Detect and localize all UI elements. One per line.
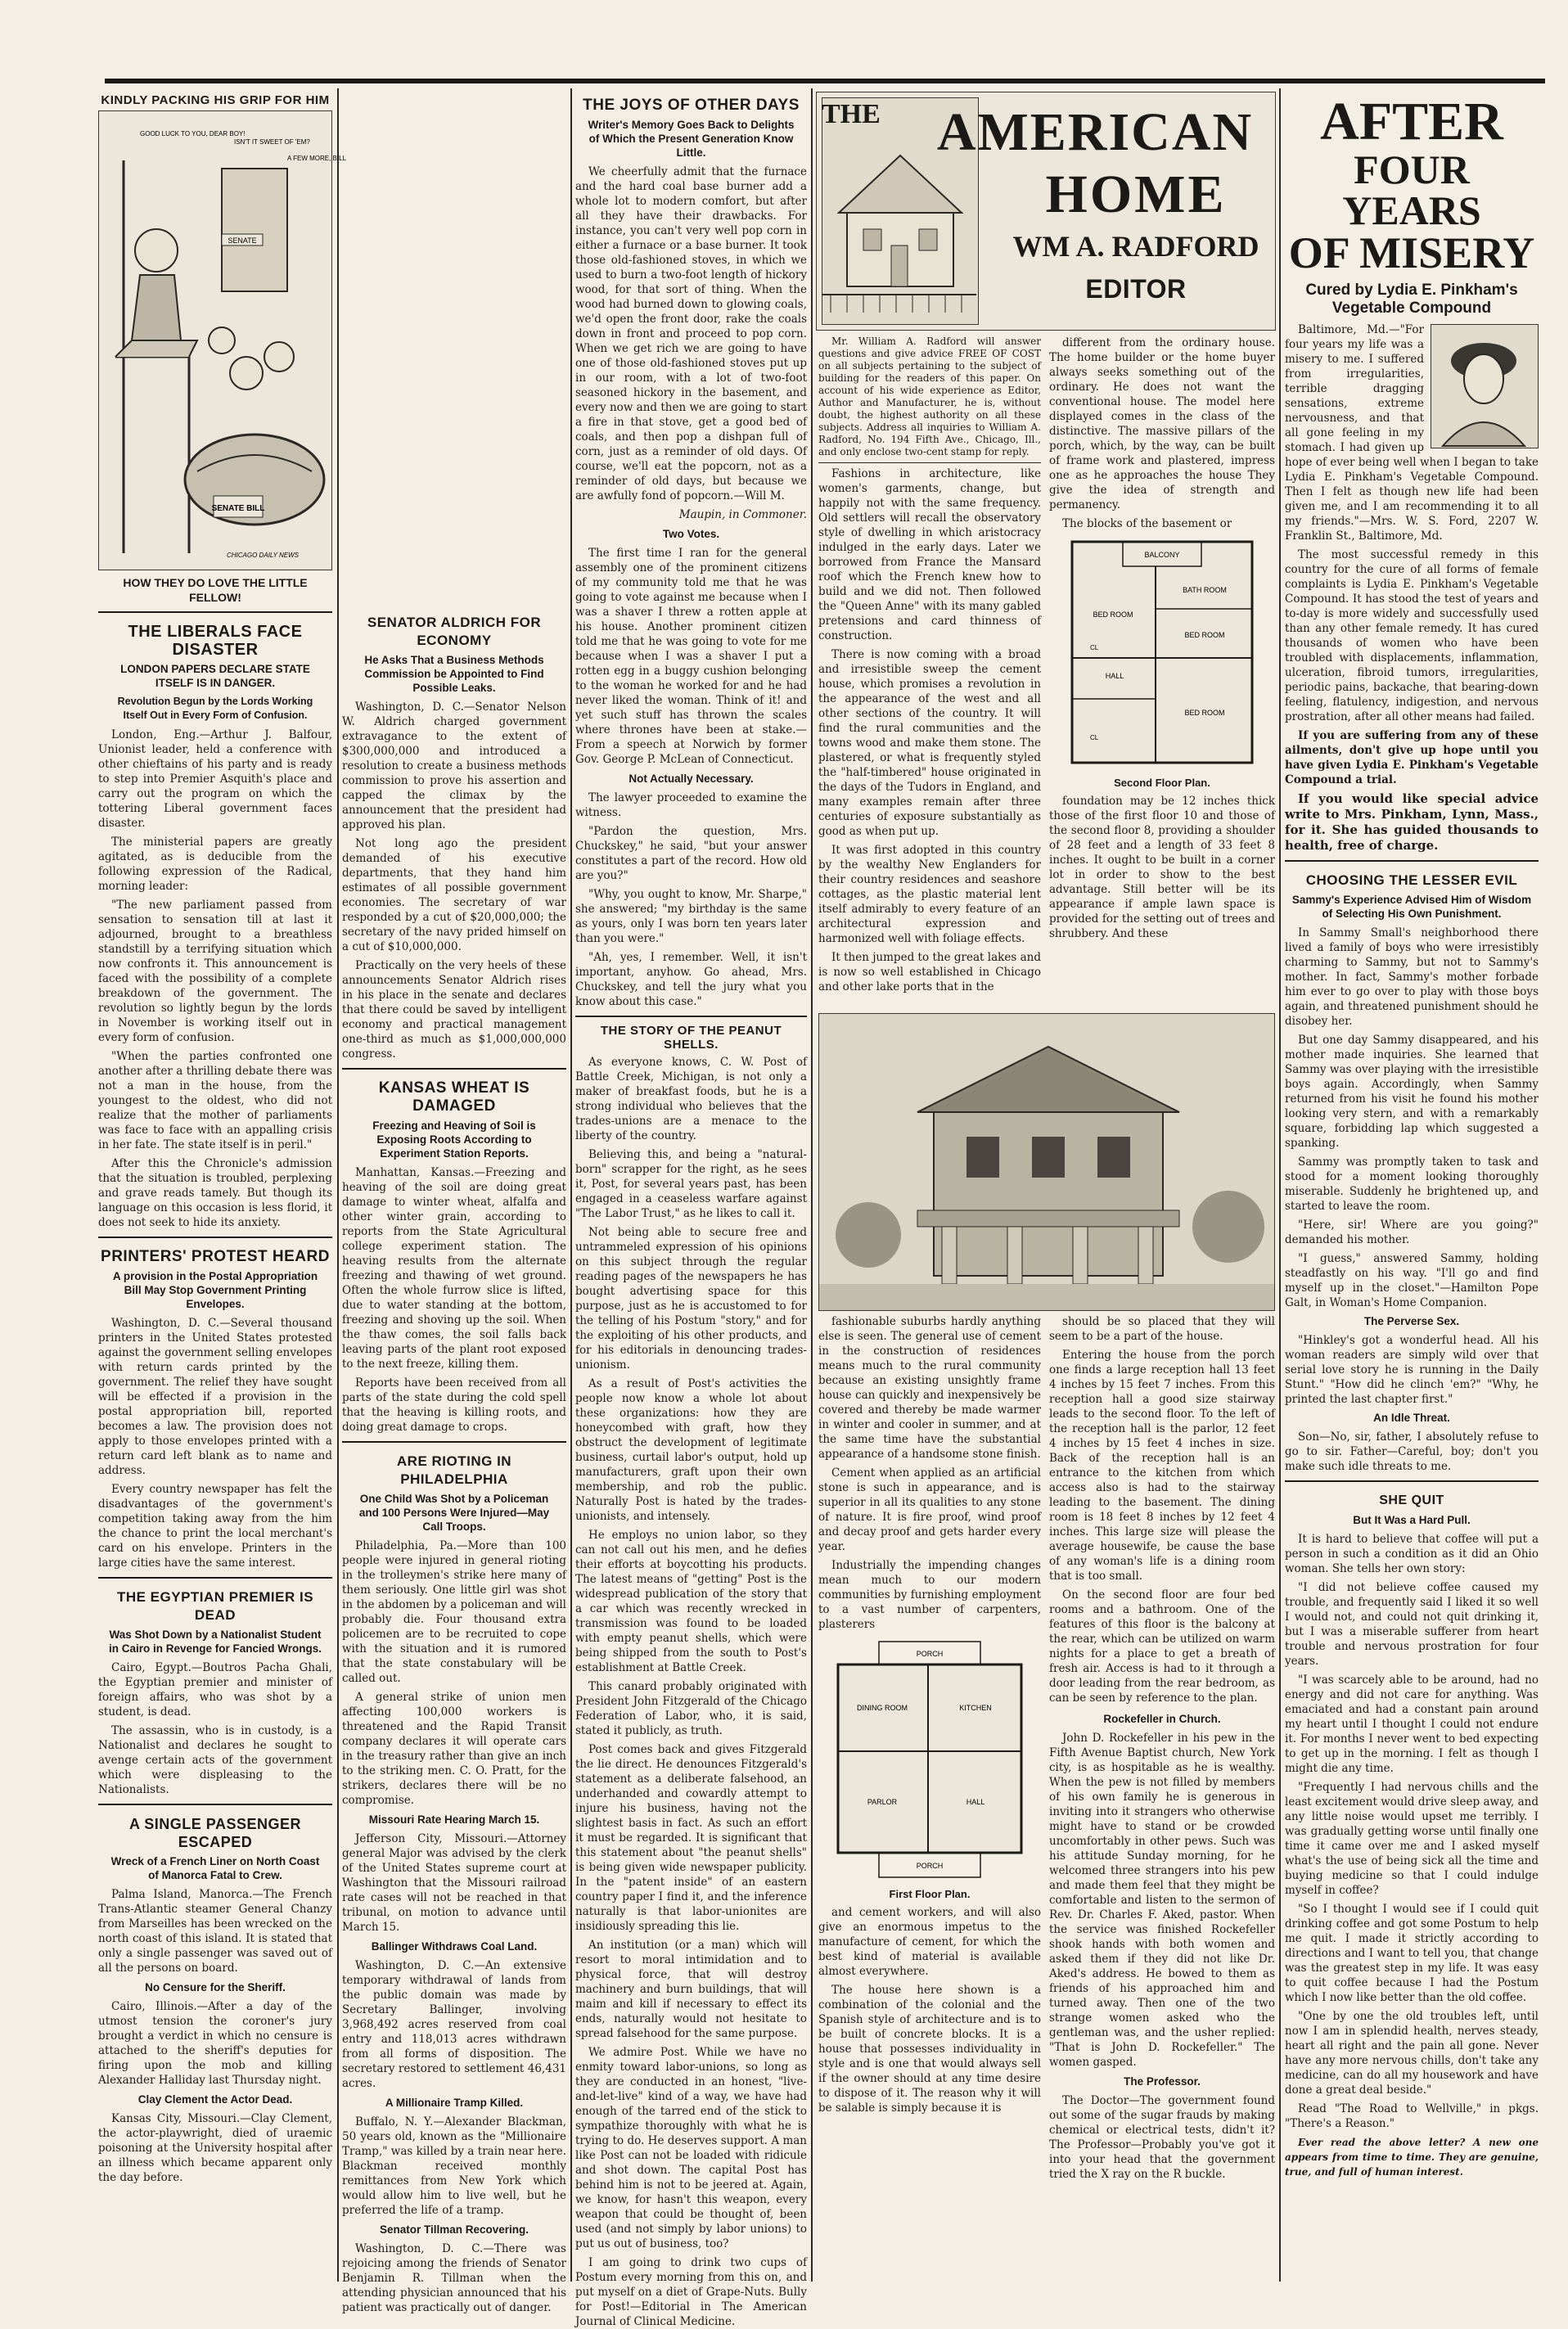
paragraph: We cheerfully admit that the furnace and the hard coal base burner add a whole lot to modern comfort, but after all they have their drawbacks. For instance, you can't very well pop corn in either a furnace or a base burner. It took those old-fashioned stoves, in which we used to burn a two-foot length of hickory wood, for that sort of thing. When the wood had burned down to glowing coals, we'd open the front door, rake the coals down in front and proceed to pop corn. When we get rich we are going to have one of those old-fashioned stoves put up in our room, with a lot of two-foot seasoned hickory in the basement, and every now and then we are going to start a fire in that stove, get a good bed of coals, and then pop a dishpan full of corn, just as a reminder of old days. Of course, we'll eat the popcorn, not as a reminder of old days, but because we are awfully fond of popcorn.—Will M. <box>575 165 807 502</box>
cartoon-title: KINDLY PACKING HIS GRIP FOR HIM <box>101 93 330 107</box>
paragraph: If you would like special advice write to Mrs. Pinkham, Lynn, Mass., for it. She has guided thousands to health, free of charge. <box>1285 791 1539 853</box>
paragraph: Fashions in architecture, like women's garments, change, but happily not with the same frequency. Old settlers will recall the observatory style of dwelling in which aristocracy indulged in the early days. Later we borrowed from France the Mansard roof which the French knew how to build and we did not. Then followed the "Queen Anne" with its many gabled pretensions and card thinness of construction. <box>818 467 1041 642</box>
cartoon-label-senate: SENATE <box>228 237 257 245</box>
column-4d <box>1049 1314 1275 2280</box>
plan-label: KITCHEN <box>959 1704 992 1712</box>
subhead: LONDON PAPERS DECLARE STATE ITSELF IS IN DANGER. <box>120 663 310 689</box>
banner-american: AMERICAN <box>936 102 1254 162</box>
column-rule <box>1279 88 1281 2282</box>
plan-label: BATH ROOM <box>1183 586 1227 594</box>
paragraph: Cairo, Egypt.—Boutros Pacha Ghali, the Egyptian premier and minister of foreign affairs, who was shot by a student, is dead. <box>98 1661 332 1719</box>
cartoon-drawing <box>99 111 347 568</box>
paragraph: We admire Post. While we have no enmity toward labor-unions, so long as they are conducted in an honest, "live-and-let-live" kind of a way, we have had enough of the tarred end of the stick to sympathize thoroughly with what he is trying to do. He deserves support. A man like Post can not be loaded with ridicule and shot down. The capital Post has behind him is not to be jeered at. Again, we know, for hasn't this weapon, every weapon that could be thought of, been used (and not simply by labor unions) to put us out of business, too? <box>575 2046 807 2250</box>
paragraph: "Pardon the question, Mrs. Chuckskey," he said, "but your answer constitutes a part of the record. How old are you?" <box>575 825 807 882</box>
paragraph: "I was scarcely able to be around, had no energy and did not care for anything. Was emaciated and had a constant pain around my heart until I thought I could not endure it. For months I never went to bed expecting to get up in the morning. I felt as though I might die any time. <box>1285 1674 1539 1775</box>
headline: A SINGLE PASSENGER ESCAPED <box>128 1816 302 1850</box>
column-rule <box>811 88 813 2282</box>
headline: CHOOSING THE LESSER EVIL <box>1305 872 1518 888</box>
paragraph: foundation may be 12 inches thick those of the first floor 10 and those of the second floor 8, providing a shoulder of 28 feet and a length of 33 feet 8 inches. It ought to be built in a corner lot in order to show to the best advantage. Still better will be its appearance if ample lawn space is provided for the setting out of trees and shrubbery. And these <box>1049 795 1275 940</box>
article-rate <box>342 1813 566 1935</box>
article-perverse <box>1285 1314 1539 1407</box>
paragraph: Washington, D. C.—An extensive temporary withdrawal of lands from the public domain was made by Secretary Ballinger, involving 3,968,492 acres reserved from coal entry and 118,013 acres withdrawn from all forms of disposition. The secretary restored to settlement 46,431 acres. <box>342 1959 566 2090</box>
paragraph: An institution (or a man) which will resort to moral intimidation and to physical force, that will destroy machinery and burn buildings, that will maim and kill if necessary to effect its ends, naturally would not hesitate to spread falsehood for the same purpose. <box>575 1939 807 2040</box>
paragraph: Baltimore, Md.—"For four years my life was a misery to me. I suffered from irregularities, terrible dragging sensations, extreme nervousness, and that all gone feeling in my stomach. I had given up hope of ever being well when I began to take Lydia E. Pinkham's Vegetable Compound. Then I felt as though new life had been given me, and I am recommending it to all my friends."—Mrs. W. S. Ford, 2207 W. Franklin St., Baltimore, Md. <box>1285 323 1539 543</box>
paragraph: Manhattan, Kansas.—Freezing and heaving of the soil are doing great damage to winter wheat, alfalfa and other winter grain, according to reports from the State Agricultural college experiment station. The heaving results from the alternate freezing and thawing of wet ground. Often the whole furrow slice is lifted, due to water standing at the bottom, freezing and shoving up the soil. When the thaw comes, the soil falls back leaving parts of the plant root exposed to the next freeze, killing them. <box>342 1166 566 1371</box>
article-votes <box>575 527 807 767</box>
plan-label: HALL <box>1105 672 1124 680</box>
column-4b <box>1049 336 1275 940</box>
paragraph: Practically on the very heels of these announcements Senator Aldrich rises in his place in the senate and declares that there could be saved by intelligent economy and practical management one-third as much as $1,000,000,000 congress. <box>342 959 566 1061</box>
headline: Senator Tillman Recovering. <box>379 2223 529 2236</box>
article-wheat <box>342 1068 566 1435</box>
banner-editor: EDITOR <box>1085 274 1187 304</box>
second-floor-caption: Second Floor Plan. <box>1114 777 1210 789</box>
paragraph: Not being able to secure free and untrammeled expression of his opinions on this subject through the regular reading pages of the newspapers he has bought advertising space for this purpose, just as he is accustomed to for the telling of his Postum "story," and for the exploiting of his other products, and for his editorials in denouncing trades-unionism. <box>575 1226 807 1372</box>
paragraph: The blocks of the basement or <box>1062 517 1232 530</box>
cartoon-label-few-more: A FEW MORE, BILL <box>287 155 347 162</box>
first-floor-caption: First Floor Plan. <box>889 1888 971 1900</box>
paragraph: John D. Rockefeller in his pew in the Fifth Avenue Baptist church, New York city, is as hospitable as he is wealthy. When the pew is not filled by members of his own family he is generous in inviting into it strangers who otherwise might have to stand or be crowded uncomfortably in other pews. Such was his attitude Sunday morning, for he welcomed three strangers into his pew and made them feel that they might be comfortable and listen to the sermon of Rev. Dr. Charles F. Aked, pastor. When the service was finished Rockefeller shook hands with both women and asked them if they did not like Dr. Aked's address. He bowed to them as friends of his approached him and turned away. Then one of the two strange women asked who the gentleman was, and the usher replied: "That is John D. Rockefeller." The women gasped. <box>1049 1732 1275 2069</box>
signoff: Maupin, in Commoner. <box>678 508 807 521</box>
paragraph: "I did not believe coffee caused my trouble, and frequently said I liked it so well I would not, and could not quit drinking it, but I was a miserable sufferer from heart trouble and nervous prostration for four years. <box>1285 1581 1539 1668</box>
plan-label: BED ROOM <box>1184 709 1225 717</box>
headline: The Perverse Sex. <box>1363 1315 1460 1327</box>
cartoon-credit: CHICAGO DAILY NEWS <box>226 552 300 559</box>
article-joys <box>575 97 807 522</box>
headline: PRINTERS' PROTEST HEARD <box>101 1248 330 1265</box>
headline: Clay Clement the Actor Dead. <box>137 2093 293 2106</box>
article-tramp <box>342 2096 566 2218</box>
headline: ARE RIOTING IN PHILADELPHIA <box>396 1453 512 1487</box>
paragraph: It then jumped to the great lakes and is now so well established in Chicago and other lake ports that in the <box>818 951 1041 993</box>
cartoon-caption: HOW THEY DO LOVE THE LITTLE FELLOW! <box>123 576 308 604</box>
paragraph: This canard probably originated with President John Fitzgerald of the Chicago Federation of Labor, who, it is said, stated it publicly, as truth. <box>575 1680 807 1737</box>
top-rule <box>105 79 1545 83</box>
headline: The Professor. <box>1124 2075 1201 2088</box>
paragraph: The first time I ran for the general assembly one of the prominent citizens of my community told me that he was going to vote against me because when I was a shaver I threw a rotten apple at his house. Another prominent citizen told me that he was going to vote for me because when I was a shaver I put a rotten egg in a buggy cushion belonging to the woman he worked for and he had never liked the woman. Think of it! and yet such stuff has thrown the scales where thrones have been at stake.—From a speech at Norwich by former Gov. George P. McLean of Connecticut. <box>575 547 807 766</box>
subhead-2: Revolution Begun by the Lords Working Itself Out in Every Form of Confusion. <box>117 696 313 721</box>
paragraph: Buffalo, N. Y.—Alexander Blackman, 50 years old, known as the "Millionaire Tramp," was killed by a train near here. Blackman received monthly remittances from New York which would allow him to live well, but he preferred the life of a tramp. <box>342 2115 566 2217</box>
cartoon-label-sweet: ISN'T IT SWEET OF 'EM? <box>234 138 310 146</box>
subhead: Was Shot Down by a Nationalist Student in Cairo in Revenge for Fancied Wrongs. <box>108 1628 322 1655</box>
headline: THE EGYPTIAN PREMIER IS DEAD <box>116 1589 314 1623</box>
paragraph: Read "The Road to Wellville," in pkgs. "There's a Reason." <box>1285 2102 1539 2130</box>
house-photo-drawing <box>819 1014 1274 1310</box>
floor-plan-drawing <box>830 1637 1030 1882</box>
paragraph: "Here, sir! Where are you going?" demanded his mother. <box>1285 1219 1539 1246</box>
editor-intro: Mr. William A. Radford will answer questions and give advice FREE OF COST on all subjects pertaining to the subject of building for the readers of this paper. On account of his wide experience as Editor, Author and Manufacturer, he is, without doubt, the highest authority on all these subjects. Address all inquiries to William A. Radford, No. 194 Fifth Ave., Chicago, Ill., and only enclose two-cent stamp for reply. <box>818 336 1041 457</box>
paragraph: Sammy was promptly taken to task and stood for a moment looking thoroughly miserable. Suddenly he brightened up, and started to leave the room. <box>1285 1155 1539 1213</box>
portrait-image <box>1431 324 1539 448</box>
paragraph: It was first adopted in this country by the wealthy New Englanders for their country residences and seashore cottages, as the plastic material lent itself admirably to every feature of an architectural expression and harmonized well with foliage effects. <box>818 844 1041 945</box>
ad-title-line-1: AFTER <box>1320 92 1503 151</box>
article-idle <box>1285 1411 1539 1474</box>
column-4a <box>818 336 1041 993</box>
paragraph: should be so placed that they will seem to be a part of the house. <box>1049 1315 1275 1343</box>
headline: Missouri Rate Hearing March 15. <box>368 1813 540 1826</box>
ad-subhead: Cured by Lydia E. Pinkham's Vegetable Compound <box>1305 282 1518 317</box>
paragraph: and cement workers, and will also give an enormous impetus to the manufacture of cement, for which the best kind of material is available almost everywhere. <box>818 1906 1041 1978</box>
paragraph: The house here shown is a combination of the colonial and the Spanish style of architecture and is to be built of concrete blocks. It is a house that possesses individuality in style and is one that would always sell if the owner should at any time desire to dispose of it. The reason why it will be salable is simply because it is <box>818 1984 1041 2115</box>
subhead: Sammy's Experience Advised Him of Wisdom of Selecting His Own Punishment. <box>1291 894 1532 920</box>
paragraph: I am going to drink two cups of Postum every morning from this on, and put myself on a diet of Grape-Nuts. Bully for Post!—Editorial in The American Journal of Clinical Medicine. <box>575 2256 807 2328</box>
paragraph: Washington, D. C.—There was rejoicing among the friends of Senator Benjamin R. Tillman when the attending physician announced that his patient was practically out of danger. <box>342 2242 566 2314</box>
floor-plan-drawing <box>1066 535 1259 773</box>
plan-label: CL <box>1090 734 1099 741</box>
headline: Not Actually Necessary. <box>629 773 754 785</box>
paragraph: A general strike of union men affecting 100,000 workers is threatened and the Rapid Transit company declares it will operate cars in the treasury rather than give an inch to the striking men. C. O. Pratt, for the strikers, declares there will be no compromise. <box>342 1691 566 1807</box>
paragraph: Palma Island, Manorca.—The French Trans-Atlantic steamer General Chanzy from Marseilles has been wrecked on the north coast of this island. It is stated that only a single passenger was saved out of all the persons on board. <box>98 1888 332 1975</box>
paragraph: Entering the house from the porch one finds a large reception hall 13 feet 4 inches by 15 feet 7 inches. From this reception hall a good size stairway leads to the second floor. To the left of the reception hall is the parlor, 12 feet 4 inches by 15 feet 4 inches in size. Back of the reception hall is an entrance to the kitchen from which access also is had to the stairway leading to the basement. The dining room is 18 feet 8 inches by 12 feet 4 inches. This large size will please the average housewife, be cause the base of any woman's life is a dining room that is too small. <box>1049 1349 1275 1583</box>
plan-label: CL <box>1090 644 1099 651</box>
paragraph: Cairo, Illinois.—After a day of the utmost tension the coroner's jury brought a verdict in which no censure is attached to the sheriff's deputies for firing upon the mob and killing Alexander Halliday last Thursday night. <box>98 2000 332 2087</box>
subhead: One Child Was Shot by a Policeman and 100 Persons Were Injured—May Call Troops. <box>358 1493 550 1533</box>
house-photo <box>818 1013 1275 1311</box>
paragraph: "I guess," answered Sammy, holding steadfastly on his way. "I'll go and find myself up in the closet."—Hamilton Pope Galt, in Woman's Home Companion. <box>1285 1252 1539 1309</box>
second-floor-plan <box>1066 535 1259 773</box>
cartoon-label-good-luck: GOOD LUCK TO YOU, DEAR BOY! <box>140 130 246 137</box>
paragraph: It is hard to believe that coffee will put a person in such a condition as it did an Ohio woman. She tells her own story: <box>1285 1533 1539 1575</box>
column-1 <box>98 90 347 2283</box>
article-ballinger <box>342 1939 566 2091</box>
headline: THE JOYS OF OTHER DAYS <box>583 97 800 114</box>
paragraph: Ever read the above letter? A new one appears from time to time. They are genuine, true, and full of human interest. <box>1285 2137 1539 2178</box>
paragraph: Not long ago the president demanded of his executive departments, that they hand him estimates of all possible government economies. The secretary of war responded by a cut of $20,000,000; the secretary of the navy prided himself on a cut of $10,000,000. <box>342 837 566 953</box>
paragraph: There is now coming with a broad and irresistible sweep the cement house, which promises a revolution in the appearance of the west and all other sections of the country. It will find the rural communities and the towns wood and make them stone. The plastered, or what is frequently styled the "half-timbered" house originated in the days of the Tudors in England, and many examples remain after three centuries of exposure substantially as good as when put up. <box>818 648 1041 838</box>
plan-label: PARLOR <box>867 1798 898 1806</box>
paragraph: If you are suffering from any of these ailments, don't give up hope until you have given Lydia E. Pinkham's Vegetable Compound a trial. <box>1285 729 1539 786</box>
first-floor-plan <box>830 1637 1030 1882</box>
paragraph: Reports have been received from all parts of the state during the cold spell that the heaving is killing roots, and doing great damage to crops. <box>342 1376 566 1434</box>
article-tillman <box>342 2223 566 2315</box>
paragraph: "The new parliament passed from sensation to sensation till at last it adjourned, brought to a breathless standstill by a terrifying situation which now confronts it. This announcement is faced with the possibility of a complete breakdown of the government. The revolution so lightly begun by the lords in November is working itself out in every form of confusion. <box>98 899 332 1044</box>
ad-title-line-2: FOUR YEARS <box>1342 146 1481 233</box>
plan-label: BED ROOM <box>1093 610 1133 619</box>
cartoon-illustration <box>98 110 347 570</box>
banner-home: HOME <box>1045 164 1227 224</box>
banner-editor-name: WM A. RADFORD <box>1012 230 1259 263</box>
paragraph: "Hinkley's got a wonderful head. All his woman readers are simply wild over that serial love story he is running in the Daily Stunt." "How did he clinch 'em?" "Why, he printed the last chapter first." <box>1285 1334 1539 1406</box>
plan-label: PORCH <box>916 1862 944 1870</box>
article-peanut <box>575 1016 807 2329</box>
paragraph: The lawyer proceeded to examine the witness. <box>575 791 807 819</box>
plan-label: HALL <box>966 1798 985 1806</box>
headline: Rockefeller in Church. <box>1103 1713 1221 1725</box>
paragraph: London, Eng.—Arthur J. Balfour, Unionist leader, held a conference with other chieftains of his party and is ready to step into Premier Asquith's place and carry out the program on which the tottering Liberal government faces disaster. <box>98 728 332 830</box>
article-riot <box>342 1441 566 1808</box>
column-3 <box>575 90 807 2328</box>
paragraph: Every country newspaper has felt the disadvantages of the government's competition taking away from the him the chance to print the local merchant's card on his envelope. Printers in the large cities have the same interest. <box>98 1483 332 1570</box>
subhead: He Asks That a Business Methods Commission be Appointed to Find Possible Leaks. <box>364 654 544 694</box>
headline: A Millionaire Tramp Killed. <box>385 2097 524 2109</box>
paragraph: As a result of Post's activities the people now know a whole lot about these organizations: how they are honeycombed with graft, how they obstruct the development of legitimate business, curtail labor's output, hold up manufacturers, graft upon their own membership, and rob the public. Naturally Post is hated by the trades-unionists, and intensely. <box>575 1377 807 1523</box>
column-5 <box>1285 90 1539 2283</box>
article-clay <box>98 2092 332 2185</box>
subhead: Writer's Memory Goes Back to Delights of Which the Present Generation Know Little. <box>588 119 795 159</box>
plan-label: DINING ROOM <box>857 1704 908 1712</box>
paragraph: Cement when applied as an artificial stone is such in appearance, and is superior in all its qualities to any stone of nature. It is fire proof, wind proof and decay proof and gets harder every year. <box>818 1466 1041 1553</box>
article-necessary <box>575 772 807 1009</box>
portrait-drawing <box>1431 325 1536 446</box>
article-lesser-evil <box>1285 860 1539 1310</box>
plan-label: BED ROOM <box>1184 631 1225 639</box>
article-aldrich <box>342 614 566 1061</box>
plan-label: PORCH <box>916 1650 944 1658</box>
article-passenger <box>98 1804 332 1975</box>
article-printers <box>98 1237 332 1570</box>
paragraph: "So I thought I would see if I could quit drinking coffee and got some Postum to help me quit. I made it strictly according to directions and I want to tell you, that change was the greatest step in my life. It was easy to quit coffee because I had the Postum which I now like better than the old coffee. <box>1285 1903 1539 2004</box>
paragraph: The assassin, who is in custody, is a Nationalist and declares he sought to avenge certain acts of the government which were displeasing to the Nationalists. <box>98 1724 332 1796</box>
paragraph: Washington, D. C.—Senator Nelson W. Aldrich charged government extravagance to the extent of $300,000,000 and introduced a resolution to create a business methods commission to prove his assertion and capped the climax by the announcement that the president had approved his plan. <box>342 701 566 831</box>
paragraph: The ministerial papers are greatly agitated, as is deducible from the following expression of the Radical, morning leader: <box>98 836 332 893</box>
paragraph: Believing this, and being a "natural-born" scrapper for the right, as he sees it, Post, for several years past, has been engaged in a ceaseless warfare against "The Labor Trust," as he likes to call it. <box>575 1148 807 1220</box>
paragraph: Post comes back and gives Fitzgerald the lie direct. He denounces Fitzgerald's statement as a deliberate falsehood, an underhanded and cowardly attempt to injure his business, having not the slightest basis in fact. As such an effort it must be regarded. It is significant that this statement about "the peanut shells" is being given wide newspaper publicity. In the "patent inside" of an eastern country paper I find it, and the inference naturally is that labor-unionites are insidiously spreading this lie. <box>575 1743 807 1933</box>
plan-label: BALCONY <box>1144 551 1180 559</box>
headline: THE LIBERALS FACE DISASTER <box>128 623 303 659</box>
subhead: Wreck of a French Liner on North Coast of Manorca Fatal to Crew. <box>110 1855 320 1881</box>
paragraph: In Sammy Small's neighborhood there lived a family of boys who were irresistibly charming to Sammy, but not to Sammy's mother. In fact, Sammy's mother forbade him ever to go over to play with those boys again, and threatened punishment should he disobey her. <box>1285 926 1539 1028</box>
paragraph: fashionable suburbs hardly anything else is seen. The general use of cement in the construction of residences means much to the rural community because an existing unsightly frame house can quickly and inexpensively be covered and thereby be made warmer in winter and cooler in summer, and at the same time have the substantial appearance of a handsome stone finish. <box>818 1315 1041 1461</box>
paragraph: On the second floor are four bed rooms and a bathroom. One of the features of this floor is the balcony at the rear, which can be utilized on warm nights for a place to get a breath of fresh air. Access is had to it through a door leading from the rear bedroom, as can be seen by reference to the plan. <box>1049 1588 1275 1705</box>
headline: SENATOR ALDRICH FOR ECONOMY <box>367 615 542 648</box>
column-rule <box>337 88 339 2282</box>
paragraph: The Doctor—The government found out some of the sugar frauds by making chemical or electrical tests, didn't it? The Professor—Probably you've got it into your head that the government tried the X ray on the R buckle. <box>1049 2094 1275 2181</box>
paragraph: After this the Chronicle's admission that the situation is troubled, perplexing and grave reads tamely. But though its language on this occasion is less florid, it does not seek to hide its anxiety. <box>98 1157 332 1229</box>
paragraph: "Ah, yes, I remember. Well, it isn't important, anyhow. Go ahead, Mrs. Chuckskey, and tell the jury what you know about this case." <box>575 951 807 1008</box>
paragraph: Jefferson City, Missouri.—Attorney general Major was advised by the clerk of the United States supreme court at Washington that the Missouri railroad rate cases will not be reached in that tribunal, on motion to advance until March 15. <box>342 1832 566 1934</box>
paragraph: The most successful remedy in this country for the cure of all forms of female complaints is Lydia E. Pinkham's Vegetable Compound. It has stood the test of years and to-day is more widely and successfully used than any other female remedy. It has cured thousands of women who have been troubled with displacements, inflammation, ulceration, fibroid tumors, irregularities, periodic pains, backache, that bearing-down feeling, flatulency, indigestion, and nervous prostration, after all other means had failed. <box>1285 548 1539 723</box>
banner-the: THE <box>822 99 881 129</box>
paragraph: "Why, you ought to know, Mr. Sharpe," she answered; "my birthday is the same as yours, only I was born ten years later than you were." <box>575 888 807 945</box>
cartoon-label-senate-bill: SENATE BILL <box>211 504 265 513</box>
paragraph: different from the ordinary house. The home builder or the home buyer always seeks something out of the ordinary. He does not want the conventional house. The model here displayed comes in the class of the distinctive. The massive pillars of the porch, which, by the way, can be built of frame work and plastered, impress one as he approaches the house They give the idea of strength and permanency. <box>1049 336 1275 511</box>
column-2 <box>342 607 566 2314</box>
headline: Two Votes. <box>662 528 720 540</box>
headline: An Idle Threat. <box>1373 1412 1450 1424</box>
paragraph: As everyone knows, C. W. Post of Battle Creek, Michigan, is not only a maker of breakfast foods, but he is a strong individual who believes that the trades-unions are a menace to the liberty of the country. <box>575 1056 807 1142</box>
paragraph: "One by one the old troubles left, until now I am in splendid health, nerves steady, heart all right and the pain all gone. Never have any more nervous chills, don't take any medicine, can do all my housework and have done a great deal beside." <box>1285 2010 1539 2097</box>
column-4c <box>818 1314 1041 2280</box>
article-she-quit <box>1285 1480 1539 2179</box>
headline: THE STORY OF THE PEANUT SHELLS. <box>600 1024 782 1052</box>
paragraph: Industrially the impending changes mean much to our modern communities by furnishing employment to a vast number of carpenters, plasterers <box>818 1559 1041 1631</box>
headline: No Censure for the Sheriff. <box>145 1981 286 1993</box>
headline: KANSAS WHEAT IS DAMAGED <box>378 1079 530 1115</box>
paragraph: Kansas City, Missouri.—Clay Clement, the actor-playwright, died of uraemic poisoning at the University hospital after an illness which became apparent only the day before. <box>98 2112 332 2184</box>
column-rule <box>570 88 572 2282</box>
subhead: But It Was a Hard Pull. <box>1353 1514 1471 1526</box>
american-home-banner <box>816 92 1276 331</box>
headline: SHE QUIT <box>1379 1493 1444 1507</box>
subhead: A provision in the Postal Appropriation Bill May Stop Government Printing Envelopes. <box>112 1270 318 1310</box>
ad-title-line-3: OF MISERY <box>1288 228 1535 277</box>
subhead: Freezing and Heaving of Soil is Exposing Roots According to Experiment Station Reports. <box>372 1119 536 1160</box>
paragraph: Son—No, sir, father, I absolutely refuse to go to sir. Father—Careful, boy; don't you make such idle threats to me. <box>1285 1430 1539 1473</box>
paragraph: He employs no union labor, so they can not call out his men, and he defies their efforts at boycotting his products. The latest means of "getting" Post is the widespread publication of the story that a car which was recently wrecked in transmission was found to be loaded with empty peanut shells, which were being shipped from the south to Post's establishment at Battle Creek. <box>575 1529 807 1674</box>
paragraph: Philadelphia, Pa.—More than 100 people were injured in general rioting in the trolleymen's strike here many of them seriously. One little girl was shot in the abdomen by a policeman and will probably die. Four thousand extra policemen are to be recruited to cope with the situation and it is rumored that the state constabulary will be called out. <box>342 1539 566 1685</box>
article-sheriff <box>98 1980 332 2088</box>
headline: Ballinger Withdraws Coal Land. <box>371 1940 538 1953</box>
paragraph: Washington, D. C.—Several thousand printers in the United States protested against the government selling envelopes with return cards printed by the government. The relief they have sought will be effected if a provision in the postal appropriation bill, reported becomes a law. The provision does not apply to those envelopes printed with a return card left blank as to name and address. <box>98 1317 332 1477</box>
article-egypt <box>98 1577 332 1797</box>
paragraph: "Frequently I had nervous chills and the least excitement would drive sleep away, and any little noise would upset me terribly. I was gradually getting worse until finally one time it came over me and I asked myself what's the use of being sick all the time and buying medicine so that I could indulge myself in coffee? <box>1285 1781 1539 1897</box>
paragraph: "When the parties confronted one another after a thrilling debate there was not a man in the house, from the youngest to the oldest, who did not realize that the mother of parliaments was face to face with an appalling crisis in her fate. The state itself is in peril." <box>98 1050 332 1151</box>
paragraph: But one day Sammy disappeared, and his mother made inquiries. She learned that Sammy was over playing with the irresistible boys again. Accordingly, when Sammy returned from his visit he found his mother looking very stern, and with a remarkably square, forbidding lap which suggested a spanking. <box>1285 1034 1539 1150</box>
article-liberals <box>98 611 332 1230</box>
